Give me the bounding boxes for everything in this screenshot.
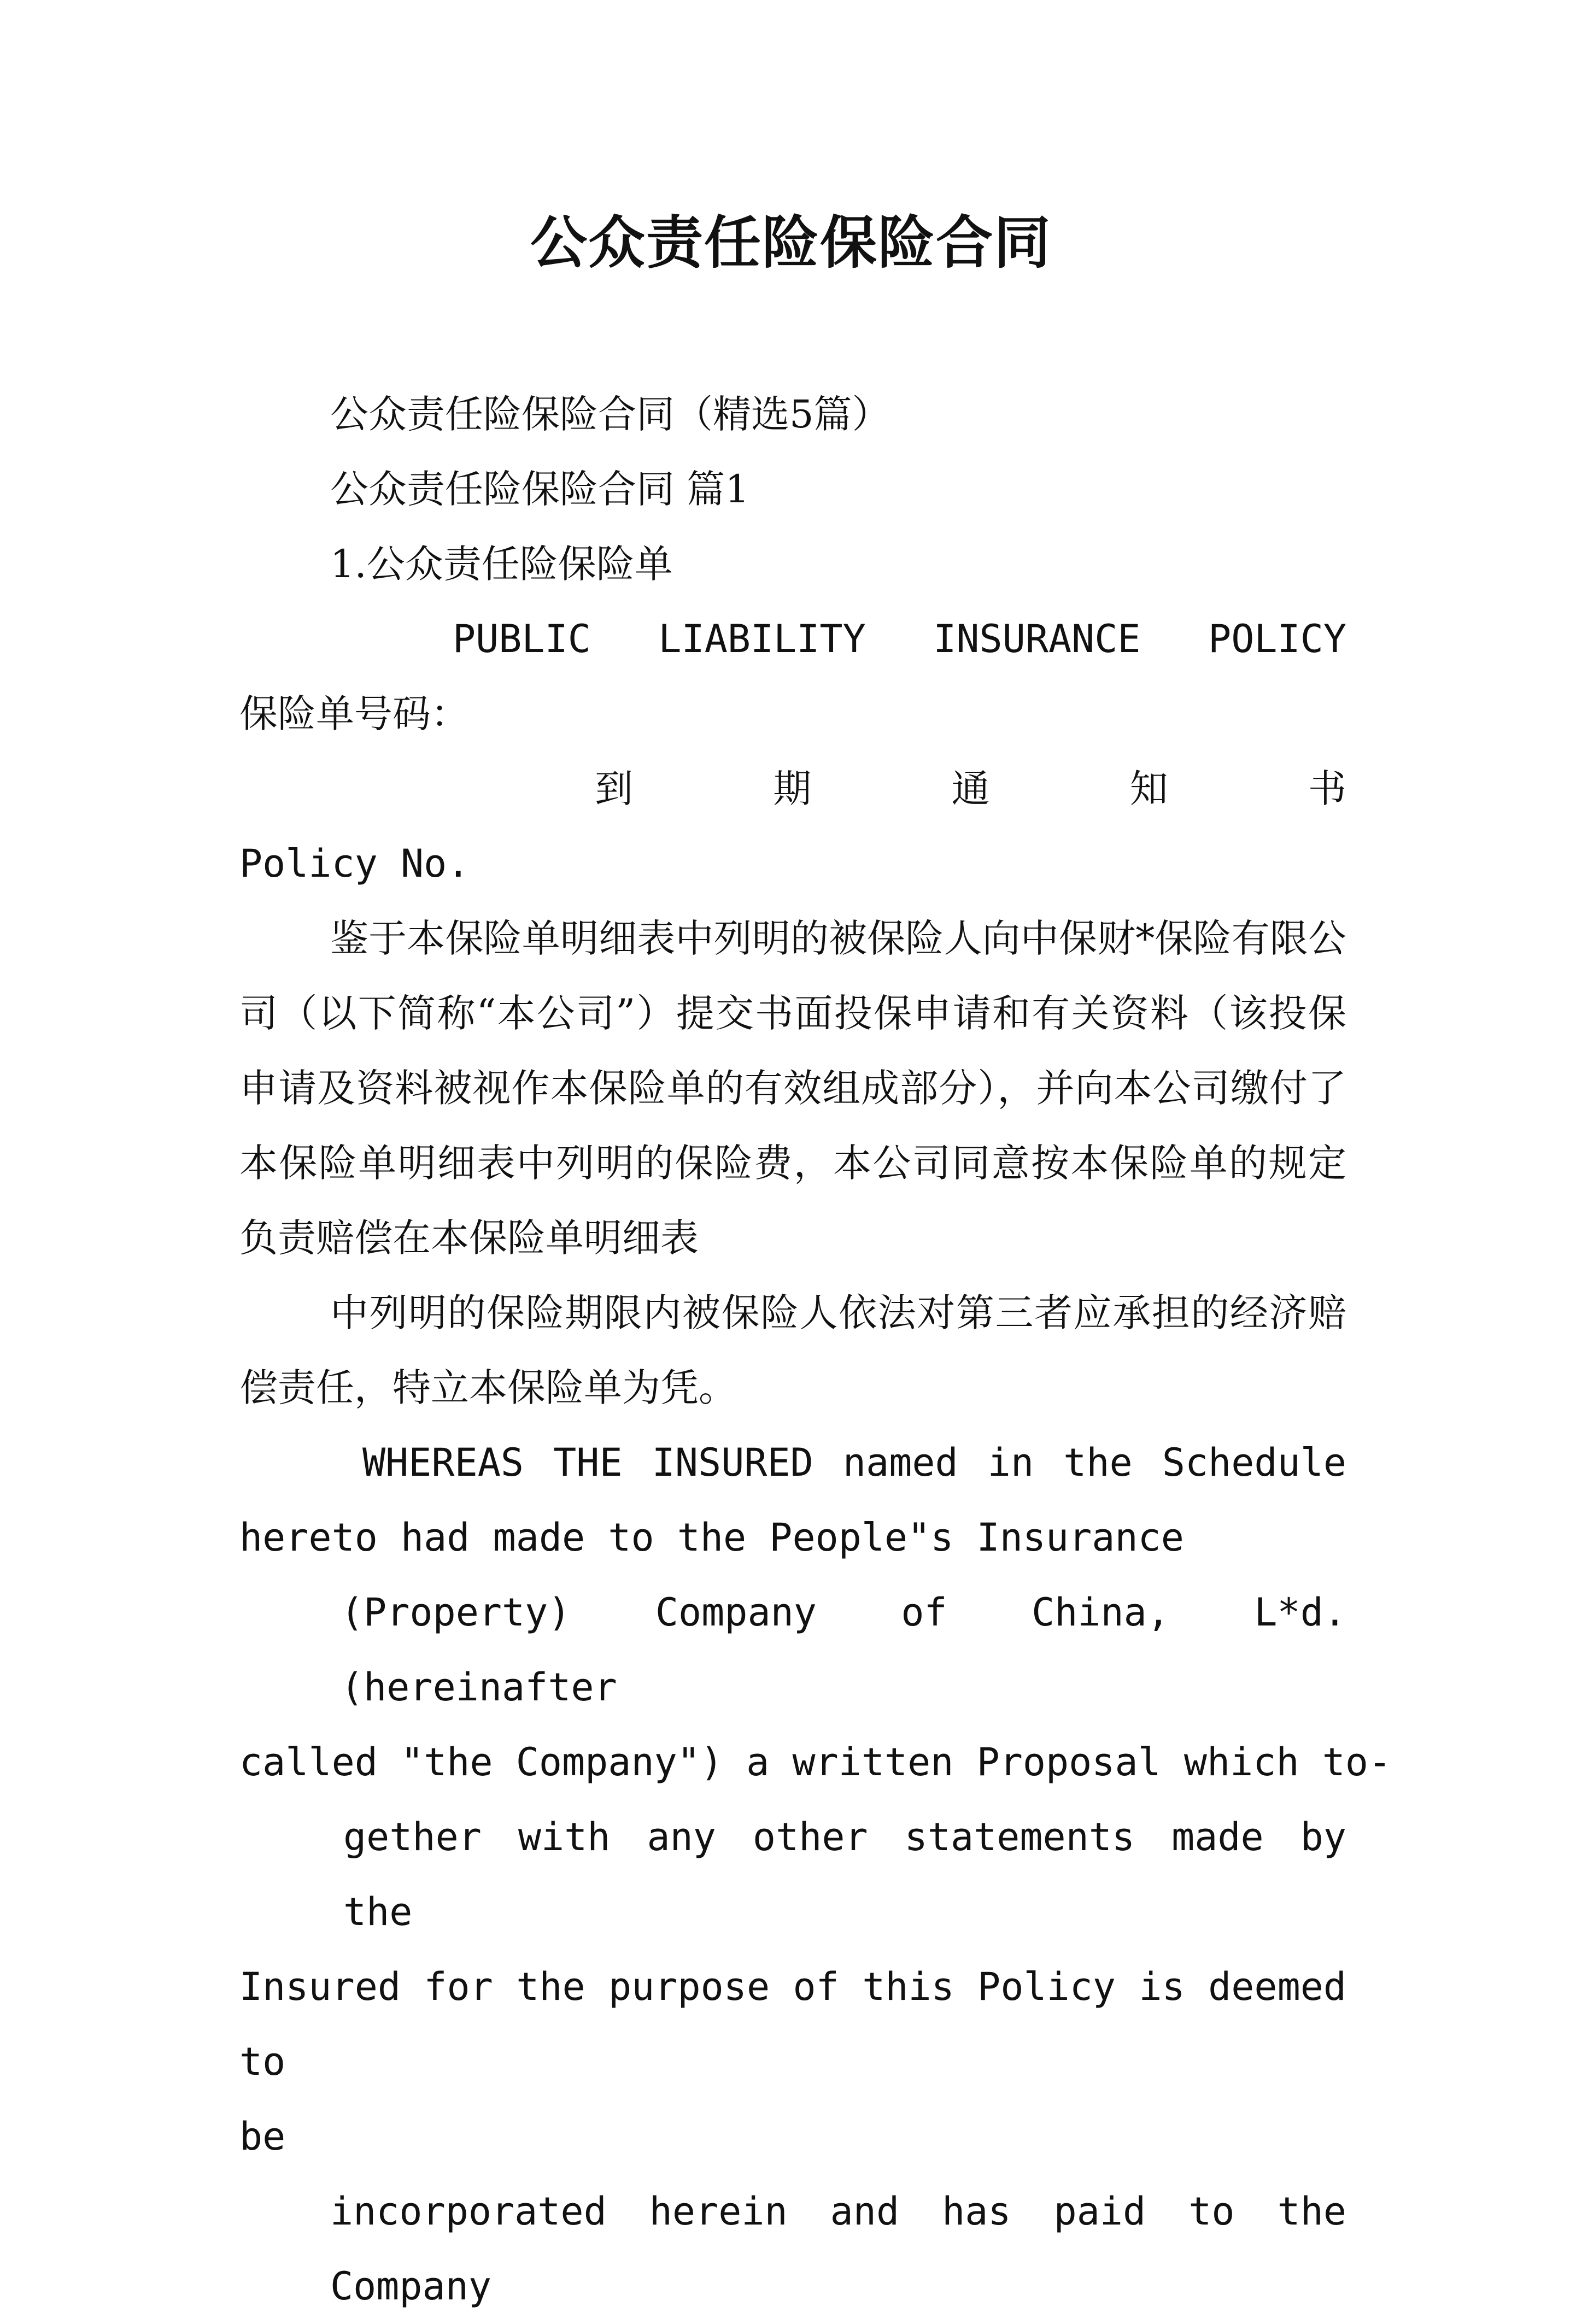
expiry-notice-heading: 到 期 通 知 书: [595, 766, 1346, 811]
policy-number-cn: 保险单号码：: [239, 691, 469, 736]
document-body: [239, 377, 1392, 2324]
paragraph-1: 鉴于本保险单明细表中列明的被保险人向中保财*保险有限公司（以下简称“本公司”）提交书面投保申请和有关资料（该投保申请及资料被视作本保险单的有效组成部分），并向本公司缴付了本保险单明细表中列明的保险费，本公司同意按本保险单的规定负责赔偿在本保险单明细表: [239, 916, 1346, 1260]
section-heading: 1.公众责任险保险单: [330, 542, 673, 586]
policy-heading: PUBLIC LIABILITY INSURANCE POLICY: [453, 617, 1346, 661]
english-line: gether with any other statements made by the: [343, 1815, 1346, 1934]
english-line: (Property) Company of China, L*d. (hereinafter: [341, 1590, 1346, 1710]
document-title: 公众责任险保险合同: [530, 209, 1052, 276]
english-paragraph-2: [239, 1575, 1392, 1800]
english-paragraph-1: [239, 1425, 1346, 1575]
part-heading: 公众责任险保险合同 篇1: [330, 467, 749, 512]
english-paragraph-4: [239, 2174, 1346, 2324]
english-line: be: [239, 2114, 286, 2159]
english-line: WHEREAS THE INSURED named in the Schedule: [362, 1440, 1346, 1485]
english-line: Insured for the purpose of this Policy is deemed to: [239, 1964, 1346, 2084]
policy-number-en: Policy No.: [239, 841, 470, 886]
english-line: incorporated herein and has paid to the Company: [330, 2189, 1346, 2309]
english-line: hereto had made to the People"s Insurance: [239, 1515, 1184, 1560]
english-line: called "the Company") a written Proposal which to-: [239, 1740, 1392, 1785]
paragraph-2: 中列明的保险期限内被保险人依法对第三者应承担的经济赔偿责任，特立本保险单为凭。: [239, 1290, 1346, 1410]
english-paragraph-3: [239, 1800, 1346, 2174]
notice-block: [239, 752, 1346, 826]
intro-line: 公众责任险保险合同（精选5篇）: [330, 392, 890, 437]
policy-heading-block: [239, 602, 1346, 677]
